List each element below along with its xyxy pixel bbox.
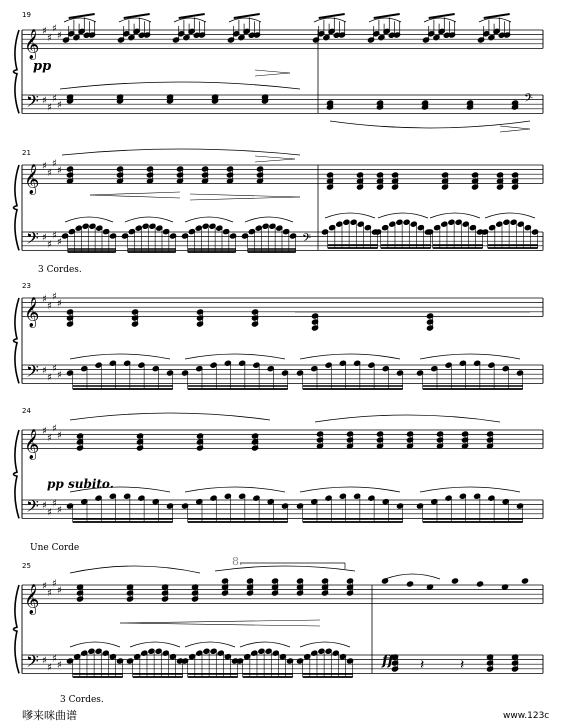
system1-bass-slur: [330, 121, 530, 128]
system3-bass-arpeggio-slur: [420, 354, 520, 359]
sharp-sign: ♯: [42, 426, 47, 437]
system1-treble-figure-beam: [374, 14, 400, 18]
grand-staff-brace: [14, 165, 20, 250]
quarter-rest-icon: 𝄽: [420, 657, 425, 673]
sharp-sign: ♯: [57, 430, 62, 442]
system1-dim-hairpin: [255, 73, 290, 76]
quarter-rest-icon: 𝄽: [460, 657, 465, 673]
sharp-sign: ♯: [57, 30, 62, 42]
treble-clef-icon: 𝄞: [24, 29, 40, 60]
system3-bass-arpeggio-slur: [185, 354, 285, 359]
grand-staff-brace: [14, 430, 20, 518]
system5-cresc-hairpin: [120, 623, 320, 626]
system2-dim-hairpin: [190, 197, 300, 200]
system4-treble-slur: [70, 413, 270, 420]
system1-treble-figure-beam: [69, 14, 95, 18]
system1-bass-slur: [60, 82, 300, 89]
measure-number-21: 21: [22, 149, 31, 157]
system5-bass-arpeggio-slur: [240, 642, 290, 647]
system1-dim-hairpin: [255, 70, 290, 73]
system3-bass-arpeggio-slur: [70, 354, 170, 359]
system4-bass-arpeggio-slur: [420, 487, 520, 492]
bass-clef-icon: 𝄢: [26, 495, 39, 520]
sharp-sign: ♯: [42, 655, 47, 667]
sharp-sign: ♯: [57, 585, 62, 597]
sharp-sign: ♯: [57, 165, 62, 177]
system2-dim-hairpin: [190, 194, 300, 197]
measure-number-23: 23: [22, 282, 31, 290]
system2-bass-arpeggio-slur: [325, 213, 375, 218]
sharp-sign: ♯: [47, 507, 52, 519]
sharp-sign: ♯: [52, 578, 57, 590]
sharp-sign: ♯: [47, 102, 52, 114]
sharp-sign: ♯: [47, 587, 52, 599]
system2-treble-slur: [62, 149, 300, 155]
measure-number-25: 25: [22, 562, 31, 570]
system5-bass-arpeggio-slur: [130, 642, 180, 647]
system2-cresc-hairpin: [90, 192, 180, 195]
system3-bass-arpeggio-slur: [300, 354, 400, 359]
sharp-sign: ♯: [47, 167, 52, 179]
treble-clef-icon: 𝄞: [24, 429, 40, 460]
sharp-sign: ♯: [57, 505, 62, 517]
system1-treble-figure-beam: [234, 14, 260, 18]
dynamic-ff: ff: [382, 653, 394, 669]
octave-marking: 8.: [232, 555, 243, 568]
system2-bass-arpeggio-slur: [65, 217, 113, 222]
sharp-sign: ♯: [42, 500, 47, 512]
system1-treble-figure-beam: [319, 14, 345, 18]
treble-clef-icon: 𝄞: [24, 584, 40, 615]
sharp-sign: ♯: [42, 161, 47, 172]
sharp-sign: ♯: [57, 660, 62, 672]
system5-treble-slur: [70, 566, 200, 573]
system2-cresc-hairpin: [90, 195, 180, 198]
system1-treble-figure-beam: [124, 14, 150, 18]
sharp-sign: ♯: [52, 291, 57, 303]
system5-treble-note: [521, 578, 528, 584]
sharp-sign: ♯: [47, 372, 52, 384]
sharp-sign: ♯: [47, 662, 52, 674]
system5-treble-note: [476, 581, 483, 587]
sharp-sign: ♯: [52, 158, 57, 170]
sharp-sign: ♯: [42, 365, 47, 377]
sharp-sign: ♯: [42, 232, 47, 244]
sharp-sign: ♯: [57, 298, 62, 310]
system2-dim-hairpin: [255, 156, 295, 159]
system2-bass-clef-change-icon: 𝄢: [302, 232, 312, 248]
grand-staff-brace: [14, 30, 20, 113]
system2-bass-arpeggio-slur: [430, 213, 480, 218]
system1-bass-clef-change-icon: 𝄢: [524, 92, 534, 108]
sharp-sign: ♯: [42, 294, 47, 305]
sharp-sign: ♯: [52, 498, 57, 510]
system5-bass-arpeggio-slur: [70, 642, 120, 647]
sharp-sign: ♯: [52, 23, 57, 35]
bass-clef-icon: 𝄢: [26, 650, 39, 675]
grand-staff-brace: [14, 298, 20, 383]
system2-bass-arpeggio-slur: [485, 213, 535, 218]
system1-treble-figure-beam: [484, 14, 510, 18]
sharp-sign: ♯: [47, 432, 52, 444]
sharp-sign: ♯: [57, 370, 62, 382]
treble-clef-icon: 𝄞: [24, 164, 40, 195]
system4-bass-arpeggio-slur: [185, 487, 285, 492]
dynamic-pp-subito: pp subito.: [47, 477, 114, 491]
sharp-sign: ♯: [42, 95, 47, 107]
footer-site-name: 嗲来咪曲谱: [22, 709, 77, 722]
treble-clef-icon: 𝄞: [24, 297, 40, 328]
sharp-sign: ♯: [42, 26, 47, 37]
sharp-sign: ♯: [52, 230, 57, 242]
system2-bass-arpeggio-slur: [125, 217, 173, 222]
sharp-sign: ♯: [47, 239, 52, 251]
pedal-marking-une-corde: Une Corde: [30, 543, 80, 553]
system5-treble-slur: [385, 574, 440, 579]
sharp-sign: ♯: [52, 93, 57, 105]
sharp-sign: ♯: [47, 300, 52, 312]
system1-treble-figure-beam: [429, 14, 455, 18]
sharp-sign: ♯: [52, 423, 57, 435]
system4-treble-slur: [315, 415, 500, 422]
system4-bass-arpeggio-slur: [300, 487, 400, 492]
sharp-sign: ♯: [47, 32, 52, 44]
system5-cresc-hairpin: [120, 620, 320, 623]
system5-bass-arpeggio-slur: [300, 642, 350, 647]
system5-bass-arpeggio-slur: [185, 642, 235, 647]
system5-treble-note: [406, 581, 413, 587]
grand-staff-brace: [14, 585, 20, 673]
pedal-marking-3-cordes-2: 3 Cordes.: [60, 695, 104, 705]
sharp-sign: ♯: [57, 237, 62, 249]
system1-dim-hairpin: [500, 126, 530, 129]
bass-clef-icon: 𝄢: [26, 360, 39, 385]
footer-site-url: www.123c: [503, 711, 550, 721]
measure-number-19: 19: [22, 11, 31, 19]
bass-clef-icon: 𝄢: [26, 90, 39, 115]
system2-bass-arpeggio-slur: [378, 213, 428, 218]
system2-dim-hairpin: [255, 159, 295, 162]
measure-number-24: 24: [22, 407, 31, 415]
system2-bass-arpeggio-slur: [185, 217, 233, 222]
sharp-sign: ♯: [42, 581, 47, 592]
system1-dim-hairpin: [500, 129, 530, 132]
bass-clef-icon: 𝄢: [26, 227, 39, 252]
pedal-marking-3-cordes: 3 Cordes.: [38, 265, 82, 275]
sharp-sign: ♯: [52, 363, 57, 375]
dynamic-pp: pp: [33, 59, 52, 74]
system2-bass-arpeggio-slur: [245, 217, 293, 222]
system5-treble-note: [451, 578, 458, 584]
system1-treble-figure-beam: [179, 14, 205, 18]
sharp-sign: ♯: [57, 100, 62, 112]
sharp-sign: ♯: [52, 653, 57, 665]
